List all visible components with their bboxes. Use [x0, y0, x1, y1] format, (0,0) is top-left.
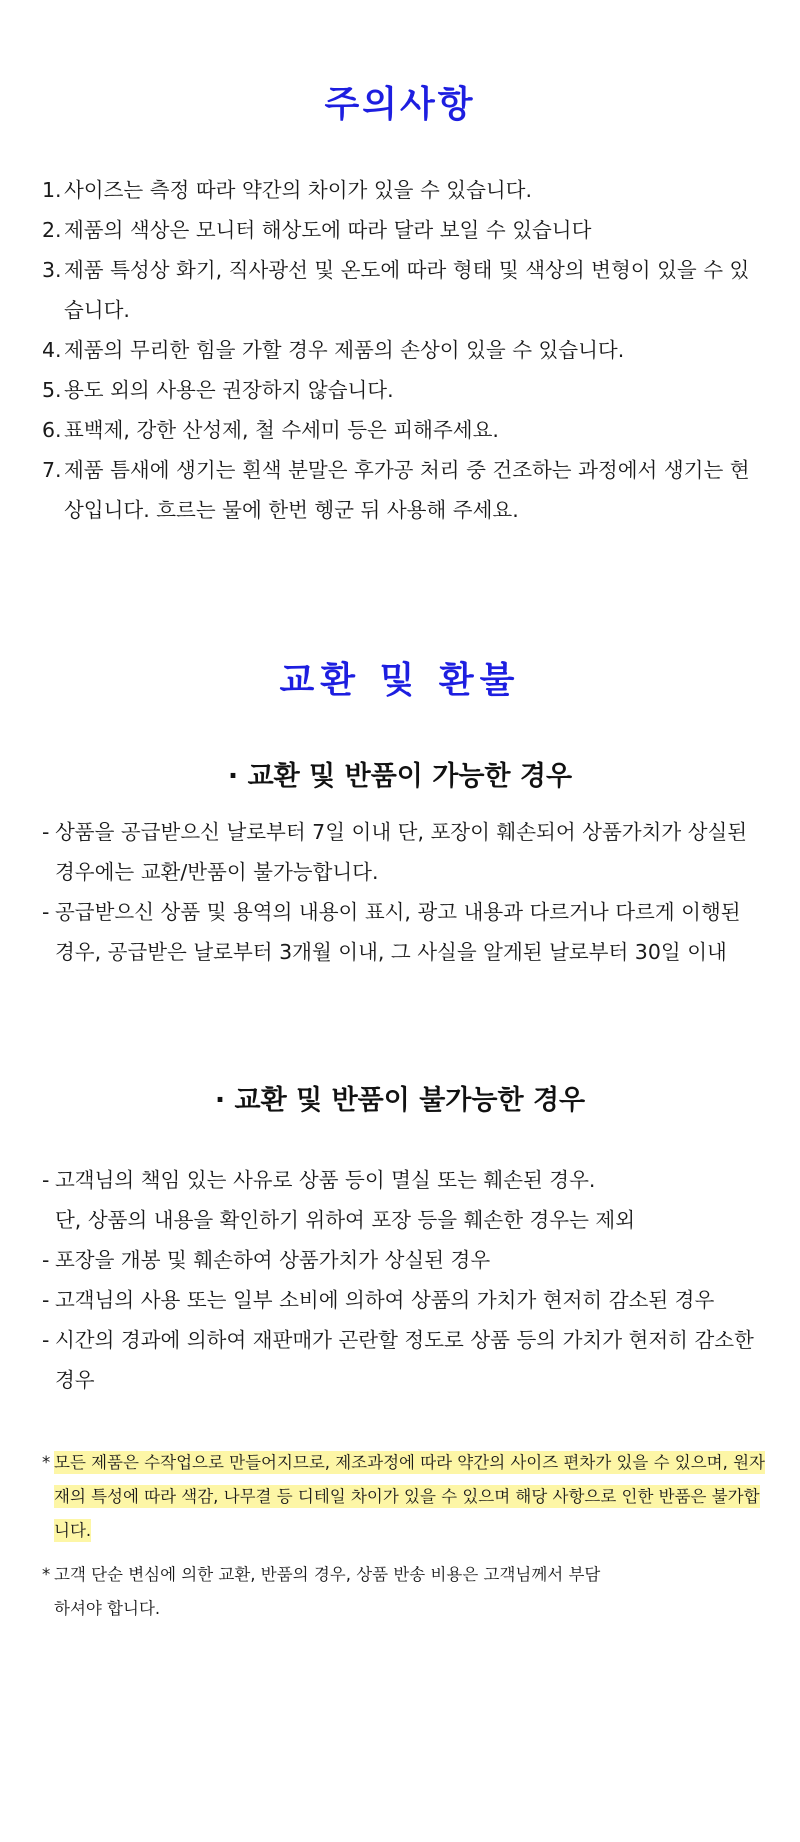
list-item: 7. 제품 틈새에 생기는 흰색 분말은 후가공 처리 중 건조하는 과정에서 생기는 현상입니다. 흐르는 물에 한번 헹군 뒤 사용해 주세요. [42, 458, 750, 522]
return-cost-notice: * 고객 단순 변심에 의한 교환, 반품의 경우, 상품 반송 비용은 고객님께서 부담 하셔야 합니다. [42, 1565, 601, 1618]
caution-title: 주의사항 [324, 84, 476, 125]
list-item: 1. 사이즈는 측정 따라 약간의 차이가 있을 수 있습니다. [42, 178, 532, 202]
list-item: 3. 제품 특성상 화기, 직사광선 및 온도에 따라 형태 및 색상의 변형이 있을 수 있습니다. [42, 258, 750, 322]
list-item: 4. 제품의 무리한 힘을 가할 경우 제품의 손상이 있을 수 있습니다. [42, 338, 625, 362]
return-cost-note-line1: 고객 단순 변심에 의한 교환, 반품의 경우, 상품 반송 비용은 고객님께서 부담 [54, 1565, 601, 1584]
list-item: 6. 표백제, 강한 산성제, 철 수세미 등은 피해주세요. [42, 418, 499, 442]
highlighted-note: 모든 제품은 수작업으로 만들어지므로, 제조과정에 따라 약간의 사이즈 편차가 있을 수 있으며, 원자재의 특성에 따라 색감, 나무결 등 디테일 차이가 있을 수 있으며 해당 사항으로 인한 반품은 불가합니다. [54, 1453, 765, 1540]
list-item: - 고객님의 책임 있는 사유로 상품 등이 멸실 또는 훼손된 경우. 단, 상품의 내용을 확인하기 위하여 포장 등을 훼손한 경우는 제외 [42, 1168, 636, 1232]
caution-list [42, 170, 762, 530]
handmade-notice: * 모든 제품은 수작업으로 만들어지므로, 제조과정에 따라 약간의 사이즈 편차가 있을 수 있으며, 원자재의 특성에 따라 색감, 나무결 등 디테일 차이가 있을 수 있으며 해당 사항으로 인한 반품은 불가합니다. [42, 1453, 765, 1540]
list-item: - 상품을 공급받으신 날로부터 7일 이내 단, 포장이 훼손되어 상품가치가 상실된 경우에는 교환/반품이 불가능합니다. [42, 820, 748, 884]
exchange-impossible-title: · 교환 및 반품이 불가능한 경우 [214, 1085, 586, 1116]
list-item: - 시간의 경과에 의하여 재판매가 곤란할 정도로 상품 등의 가치가 현저히 감소한 경우 [42, 1328, 754, 1392]
list-item: - 공급받으신 상품 및 용역의 내용이 표시, 광고 내용과 다르거나 다르게 이행된 경우, 공급받은 날로부터 3개월 이내, 그 사실을 알게된 날로부터 30일 이내 [42, 900, 741, 964]
exchange-possible-title: · 교환 및 반품이 가능한 경우 [227, 761, 573, 792]
list-item: - 포장을 개봉 및 훼손하여 상품가치가 상실된 경우 [42, 1248, 491, 1272]
list-item: 5. 용도 외의 사용은 권장하지 않습니다. [42, 378, 394, 402]
exchange-possible-list [42, 812, 762, 972]
list-item: 2. 제품의 색상은 모니터 해상도에 따라 달라 보일 수 있습니다 [42, 218, 592, 242]
exchange-impossible-list [42, 1160, 762, 1400]
list-item: - 고객님의 사용 또는 일부 소비에 의하여 상품의 가치가 현저히 감소된 경우 [42, 1288, 715, 1312]
exchange-refund-title: 교환 및 환불 [279, 660, 521, 701]
return-cost-note-line2: 하셔야 합니다. [54, 1599, 161, 1618]
